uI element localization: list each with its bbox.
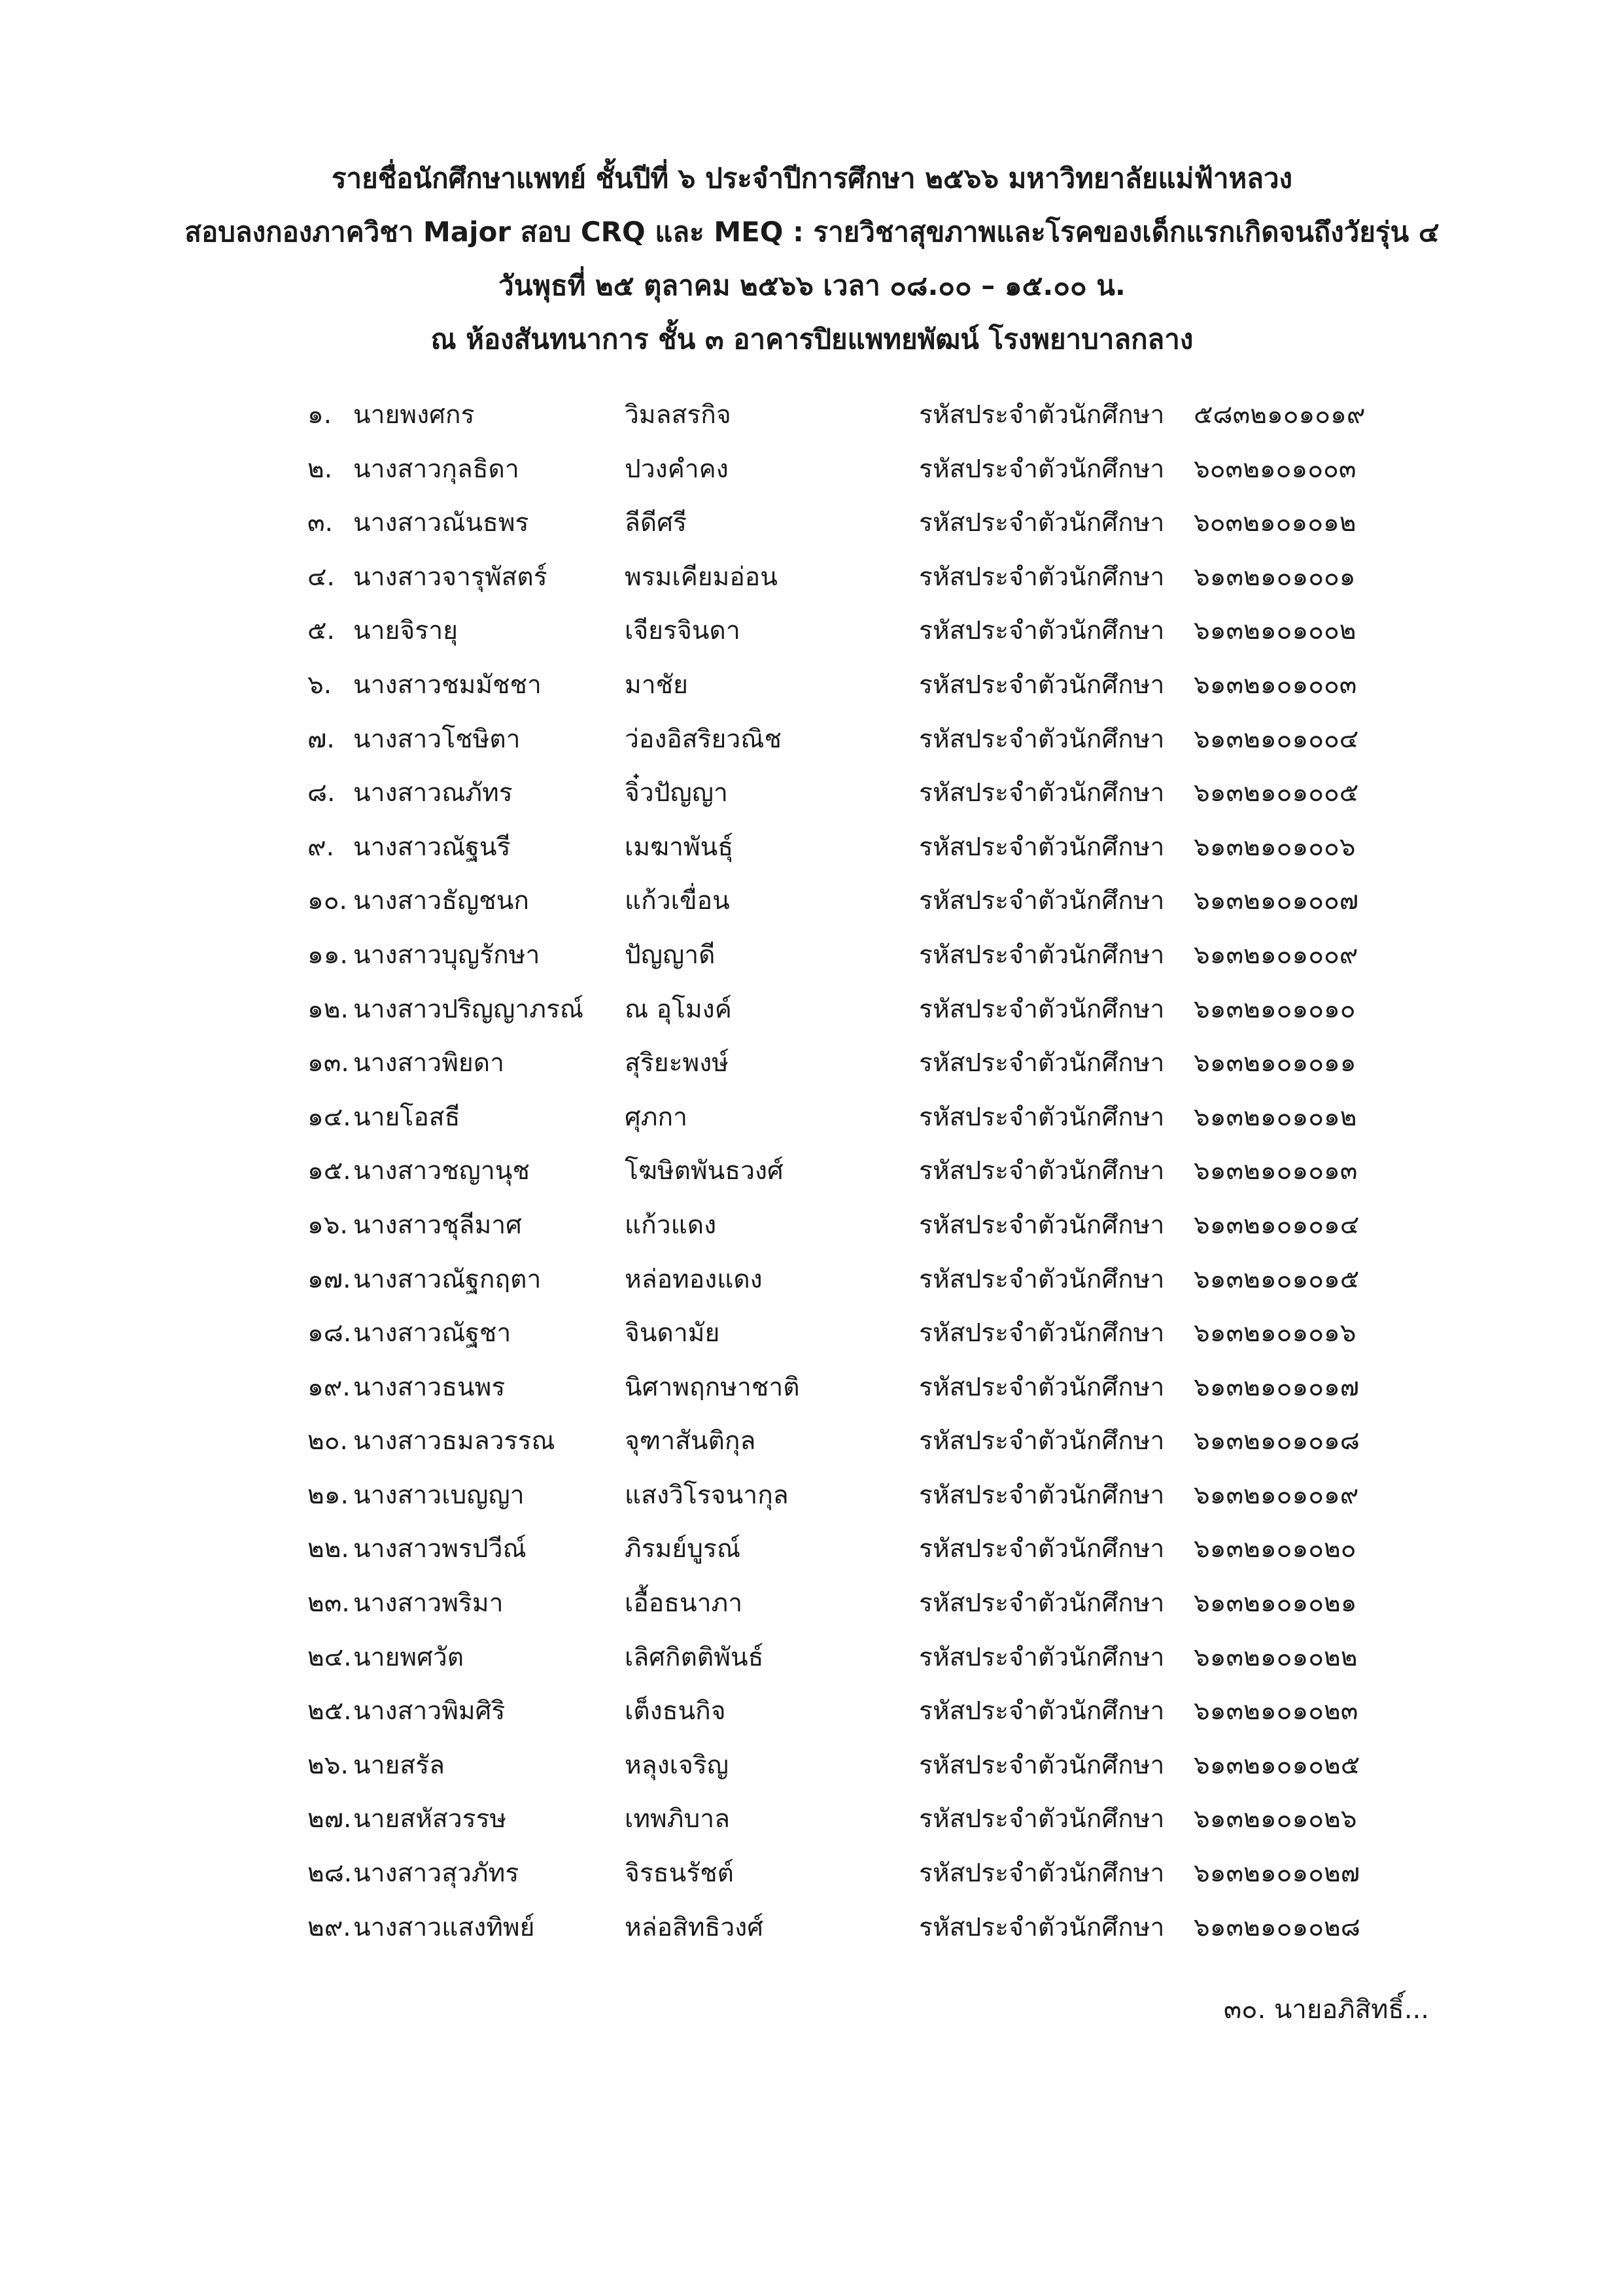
student-id: ๖๑๓๒๑๐๑๐๒๑ xyxy=(1194,1588,1357,1619)
student-first-name: นางสาวเบญญา xyxy=(353,1480,525,1510)
student-last-name: ลีดีศรี xyxy=(625,508,687,538)
student-id: ๖๐๓๒๑๐๑๐๐๓ xyxy=(1194,454,1356,484)
student-id: ๖๑๓๒๑๐๑๐๐๖ xyxy=(1194,832,1356,862)
student-first-name: นางสาวกุลธิดา xyxy=(353,454,519,484)
student-number: ๙. xyxy=(307,832,334,862)
student-first-name: นางสาวแสงทิพย์ xyxy=(353,1912,535,1942)
student-first-name: นายจิรายุ xyxy=(353,616,458,646)
student-id: ๖๑๓๒๑๐๑๐๒๓ xyxy=(1194,1696,1358,1726)
student-id-label: รหัสประจำตัวนักศึกษา xyxy=(919,1426,1165,1456)
list-item xyxy=(307,551,1419,605)
list-item xyxy=(307,1685,1419,1739)
student-number: ๒๔. xyxy=(307,1642,352,1672)
list-item xyxy=(307,1793,1419,1847)
student-number: ๑๙. xyxy=(307,1372,351,1402)
student-number: ๒๕. xyxy=(307,1696,352,1726)
student-id-label: รหัสประจำตัวนักศึกษา xyxy=(919,1318,1165,1348)
continuation-note: ๓๐. นายอภิสิทธิ์... xyxy=(1223,1995,1429,2025)
student-id-label: รหัสประจำตัวนักศึกษา xyxy=(919,616,1165,646)
student-last-name: ปัญญาดี xyxy=(625,940,716,970)
student-first-name: นางสาวณัฐชา xyxy=(353,1318,511,1348)
student-first-name: นางสาวณภัทร xyxy=(353,778,513,808)
student-last-name: เต็งธนกิจ xyxy=(625,1696,726,1726)
student-id-label: รหัสประจำตัวนักศึกษา xyxy=(919,1588,1165,1619)
student-last-name: จุฑาสันติกุล xyxy=(625,1426,756,1456)
list-item xyxy=(307,766,1419,821)
student-id-label: รหัสประจำตัวนักศึกษา xyxy=(919,1156,1165,1186)
student-number: ๑๐. xyxy=(307,886,347,916)
student-id-label: รหัสประจำตัวนักศึกษา xyxy=(919,1372,1165,1402)
student-id: ๖๑๓๒๑๐๑๐๒๒ xyxy=(1194,1642,1358,1672)
student-first-name: นางสาวสุวภัทร xyxy=(353,1859,519,1889)
list-item xyxy=(307,1631,1419,1685)
student-first-name: นางสาวณัฐนรี xyxy=(353,832,511,862)
student-number: ๒๗. xyxy=(307,1804,352,1834)
student-id-label: รหัสประจำตัวนักศึกษา xyxy=(919,1264,1165,1294)
student-first-name: นายพศวัต xyxy=(353,1642,464,1672)
student-id-label: รหัสประจำตัวนักศึกษา xyxy=(919,1102,1165,1132)
student-id-label: รหัสประจำตัวนักศึกษา xyxy=(919,1859,1165,1889)
student-number: ๘. xyxy=(307,778,336,808)
student-id: ๖๑๓๒๑๐๑๐๑๐ xyxy=(1194,994,1356,1024)
list-item xyxy=(307,1415,1419,1469)
student-id: ๖๑๓๒๑๐๑๐๐๙ xyxy=(1194,940,1358,970)
student-id: ๖๑๓๒๑๐๑๐๒๐ xyxy=(1194,1534,1356,1564)
student-number: ๑๕. xyxy=(307,1156,351,1186)
student-last-name: ว่องอิสริยวณิช xyxy=(625,724,782,754)
list-item xyxy=(307,1577,1419,1631)
list-item xyxy=(307,874,1419,929)
student-first-name: นายสรัล xyxy=(353,1750,445,1780)
student-id: ๖๑๓๒๑๐๑๐๑๑ xyxy=(1194,1048,1356,1078)
student-id-label: รหัสประจำตัวนักศึกษา xyxy=(919,454,1165,484)
student-first-name: นางสาวพิยดา xyxy=(353,1048,504,1078)
student-last-name: ณ อุโมงค์ xyxy=(625,994,732,1024)
student-first-name: นางสาวบุญรักษา xyxy=(353,940,540,970)
student-number: ๑๑. xyxy=(307,940,348,970)
student-first-name: นายโอสธี xyxy=(353,1102,460,1132)
list-item xyxy=(307,443,1419,497)
student-number: ๒๐. xyxy=(307,1426,348,1456)
student-id: ๕๘๓๒๑๐๑๐๑๙ xyxy=(1194,400,1366,430)
student-first-name: นางสาวณันธพร xyxy=(353,508,529,538)
student-number: ๑. xyxy=(307,400,332,430)
student-id: ๖๑๓๒๑๐๑๐๐๒ xyxy=(1194,616,1356,646)
list-item xyxy=(307,388,1419,443)
student-id: ๖๑๓๒๑๐๑๐๑๘ xyxy=(1194,1426,1360,1456)
student-id-label: รหัสประจำตัวนักศึกษา xyxy=(919,1750,1165,1780)
student-last-name: ศุภกา xyxy=(625,1102,687,1132)
student-number: ๑๘. xyxy=(307,1318,352,1348)
student-first-name: นางสาวโชษิตา xyxy=(353,724,521,754)
student-id-label: รหัสประจำตัวนักศึกษา xyxy=(919,778,1165,808)
student-number: ๒๙. xyxy=(307,1912,351,1942)
student-id-label: รหัสประจำตัวนักศึกษา xyxy=(919,1210,1165,1240)
student-number: ๒๑. xyxy=(307,1480,349,1510)
student-last-name: พรมเคียมอ่อน xyxy=(625,562,778,592)
list-item xyxy=(307,1199,1419,1253)
student-id-label: รหัสประจำตัวนักศึกษา xyxy=(919,724,1165,754)
list-item xyxy=(307,1091,1419,1145)
list-item xyxy=(307,1469,1419,1523)
student-number: ๓. xyxy=(307,508,334,538)
student-last-name: โฆษิตพันธวงศ์ xyxy=(625,1156,784,1186)
student-first-name: นางสาวธัญชนก xyxy=(353,886,529,916)
student-id: ๖๑๓๒๑๐๑๐๐๑ xyxy=(1194,562,1356,592)
student-id-label: รหัสประจำตัวนักศึกษา xyxy=(919,994,1165,1024)
list-item xyxy=(307,496,1419,551)
student-id: ๖๑๓๒๑๐๑๐๑๖ xyxy=(1194,1318,1356,1348)
student-number: ๗. xyxy=(307,724,335,754)
student-id: ๖๑๓๒๑๐๑๐๐๕ xyxy=(1194,778,1359,808)
student-list xyxy=(307,388,1419,1955)
list-item xyxy=(307,983,1419,1037)
list-item xyxy=(307,929,1419,983)
student-last-name: หล่อสิทธิวงศ์ xyxy=(625,1912,764,1942)
list-item xyxy=(307,1901,1419,1955)
student-id: ๖๑๓๒๑๐๑๐๒๗ xyxy=(1194,1859,1360,1889)
student-first-name: นางสาวพิมศิริ xyxy=(353,1696,506,1726)
list-item xyxy=(307,1037,1419,1091)
student-id-label: รหัสประจำตัวนักศึกษา xyxy=(919,1048,1165,1078)
student-first-name: นางสาวพริมา xyxy=(353,1588,504,1619)
student-first-name: นางสาวธนพร xyxy=(353,1372,506,1402)
student-last-name: หล่อทองแดง xyxy=(625,1264,763,1294)
student-id: ๖๑๓๒๑๐๑๐๑๙ xyxy=(1194,1480,1359,1510)
list-item xyxy=(307,713,1419,767)
student-id-label: รหัสประจำตัวนักศึกษา xyxy=(919,562,1165,592)
student-number: ๑๗. xyxy=(307,1264,351,1294)
header-location: ณ ห้องสันทนาการ ชั้น ๓ อาคารปิยแพทยพัฒน์ โรงพยาบาลกลาง xyxy=(430,323,1194,355)
student-id: ๖๑๓๒๑๐๑๐๑๒ xyxy=(1194,1102,1357,1132)
student-last-name: มาชัย xyxy=(625,670,688,700)
student-number: ๒๘. xyxy=(307,1859,353,1889)
student-number: ๖. xyxy=(307,670,332,700)
student-number: ๒๒. xyxy=(307,1534,349,1564)
student-first-name: นางสาวปริญญาภรณ์ xyxy=(353,994,584,1024)
student-id-label: รหัสประจำตัวนักศึกษา xyxy=(919,832,1165,862)
student-number: ๒๓. xyxy=(307,1588,350,1619)
student-first-name: นางสาวชุลีมาศ xyxy=(353,1210,522,1240)
student-last-name: เอื้อธนาภา xyxy=(625,1588,743,1619)
student-id-label: รหัสประจำตัวนักศึกษา xyxy=(919,886,1165,916)
document-header xyxy=(0,152,1624,366)
student-last-name: หลุงเจริญ xyxy=(625,1750,729,1780)
student-id: ๖๑๓๒๑๐๑๐๑๔ xyxy=(1194,1210,1360,1240)
student-first-name: นางสาวธมลวรรณ xyxy=(353,1426,555,1456)
student-id: ๖๐๓๒๑๐๑๐๑๒ xyxy=(1194,508,1356,538)
header-title: รายชื่อนักศึกษาแพทย์ ชั้นปีที่ ๖ ประจำปีการศึกษา ๒๕๖๖ มหาวิทยาลัยแม่ฟ้าหลวง xyxy=(331,162,1293,194)
student-first-name: นางสาวจารุพัสตร์ xyxy=(353,562,547,592)
student-id: ๖๑๓๒๑๐๑๐๒๘ xyxy=(1194,1912,1360,1942)
list-item xyxy=(307,659,1419,713)
student-last-name: เมฆาพันธุ์ xyxy=(625,832,734,862)
list-item xyxy=(307,1522,1419,1577)
student-last-name: จินดามัย xyxy=(625,1318,720,1348)
list-item xyxy=(307,1847,1419,1901)
student-last-name: ปวงคำคง xyxy=(625,454,729,484)
header-subject: สอบลงกองภาควิชา Major สอบ CRQ และ MEQ : รายวิชาสุขภาพและโรคของเด็กแรกเกิดจนถึงวัยรุ่น ๔ xyxy=(184,216,1440,248)
student-number: ๑๓. xyxy=(307,1048,349,1078)
student-id-label: รหัสประจำตัวนักศึกษา xyxy=(919,508,1165,538)
student-id: ๖๑๓๒๑๐๑๐๐๔ xyxy=(1194,724,1359,754)
student-id-label: รหัสประจำตัวนักศึกษา xyxy=(919,1804,1165,1834)
student-first-name: นางสาวชญานุช xyxy=(353,1156,530,1186)
list-item xyxy=(307,1361,1419,1415)
student-id-label: รหัสประจำตัวนักศึกษา xyxy=(919,1642,1165,1672)
student-number: ๒. xyxy=(307,454,333,484)
student-first-name: นางสาวณัฐกฤตา xyxy=(353,1264,542,1294)
student-last-name: แก้วแดง xyxy=(625,1210,717,1240)
student-id-label: รหัสประจำตัวนักศึกษา xyxy=(919,670,1165,700)
student-number: ๒๖. xyxy=(307,1750,349,1780)
student-id: ๖๑๓๒๑๐๑๐๐๗ xyxy=(1194,886,1359,916)
student-id-label: รหัสประจำตัวนักศึกษา xyxy=(919,1912,1165,1942)
student-id: ๖๑๓๒๑๐๑๐๑๕ xyxy=(1194,1264,1360,1294)
list-item xyxy=(307,1253,1419,1307)
student-number: ๕. xyxy=(307,616,335,646)
student-id-label: รหัสประจำตัวนักศึกษา xyxy=(919,1696,1165,1726)
student-last-name: เลิศกิตติพันธ์ xyxy=(625,1642,764,1672)
student-number: ๑๒. xyxy=(307,994,349,1024)
student-first-name: นายพงศกร xyxy=(353,400,475,430)
student-last-name: วิมลสรกิจ xyxy=(625,400,731,430)
student-last-name: แสงวิโรจนากุล xyxy=(625,1480,789,1510)
student-last-name: นิศาพฤกษาชาติ xyxy=(625,1372,800,1402)
student-last-name: จิ๋วปัญญา xyxy=(625,778,728,808)
student-id: ๖๑๓๒๑๐๑๐๒๕ xyxy=(1194,1750,1360,1780)
student-number: ๑๖. xyxy=(307,1210,348,1240)
student-last-name: แก้วเขื่อน xyxy=(625,886,730,916)
list-item xyxy=(307,821,1419,875)
student-id-label: รหัสประจำตัวนักศึกษา xyxy=(919,1480,1165,1510)
list-item xyxy=(307,1307,1419,1361)
list-item xyxy=(307,604,1419,659)
student-number: ๑๔. xyxy=(307,1102,351,1132)
student-id: ๖๑๓๒๑๐๑๐๒๖ xyxy=(1194,1804,1357,1834)
header-date-time: วันพุธที่ ๒๕ ตุลาคม ๒๕๖๖ เวลา ๐๘.๐๐ – ๑๕.๐๐ น. xyxy=(498,269,1126,301)
student-id-label: รหัสประจำตัวนักศึกษา xyxy=(919,940,1165,970)
student-id-label: รหัสประจำตัวนักศึกษา xyxy=(919,1534,1165,1564)
student-id: ๖๑๓๒๑๐๑๐๑๗ xyxy=(1194,1372,1360,1402)
student-last-name: จิรธนรัชต์ xyxy=(625,1859,734,1889)
student-first-name: นางสาวพรปวีณ์ xyxy=(353,1534,527,1564)
student-last-name: เจียรจินดา xyxy=(625,616,740,646)
student-number: ๔. xyxy=(307,562,335,592)
student-last-name: เทพภิบาล xyxy=(625,1804,731,1834)
student-id-label: รหัสประจำตัวนักศึกษา xyxy=(919,400,1165,430)
student-first-name: นางสาวชมมัชชา xyxy=(353,670,542,700)
student-last-name: ภิรมย์บูรณ์ xyxy=(625,1534,741,1564)
list-item xyxy=(307,1739,1419,1793)
list-item xyxy=(307,1144,1419,1199)
student-first-name: นายสหัสวรรษ xyxy=(353,1804,507,1834)
student-id: ๖๑๓๒๑๐๑๐๑๓ xyxy=(1194,1156,1358,1186)
student-id: ๖๑๓๒๑๐๑๐๐๓ xyxy=(1194,670,1357,700)
student-last-name: สุริยะพงษ์ xyxy=(625,1048,729,1078)
